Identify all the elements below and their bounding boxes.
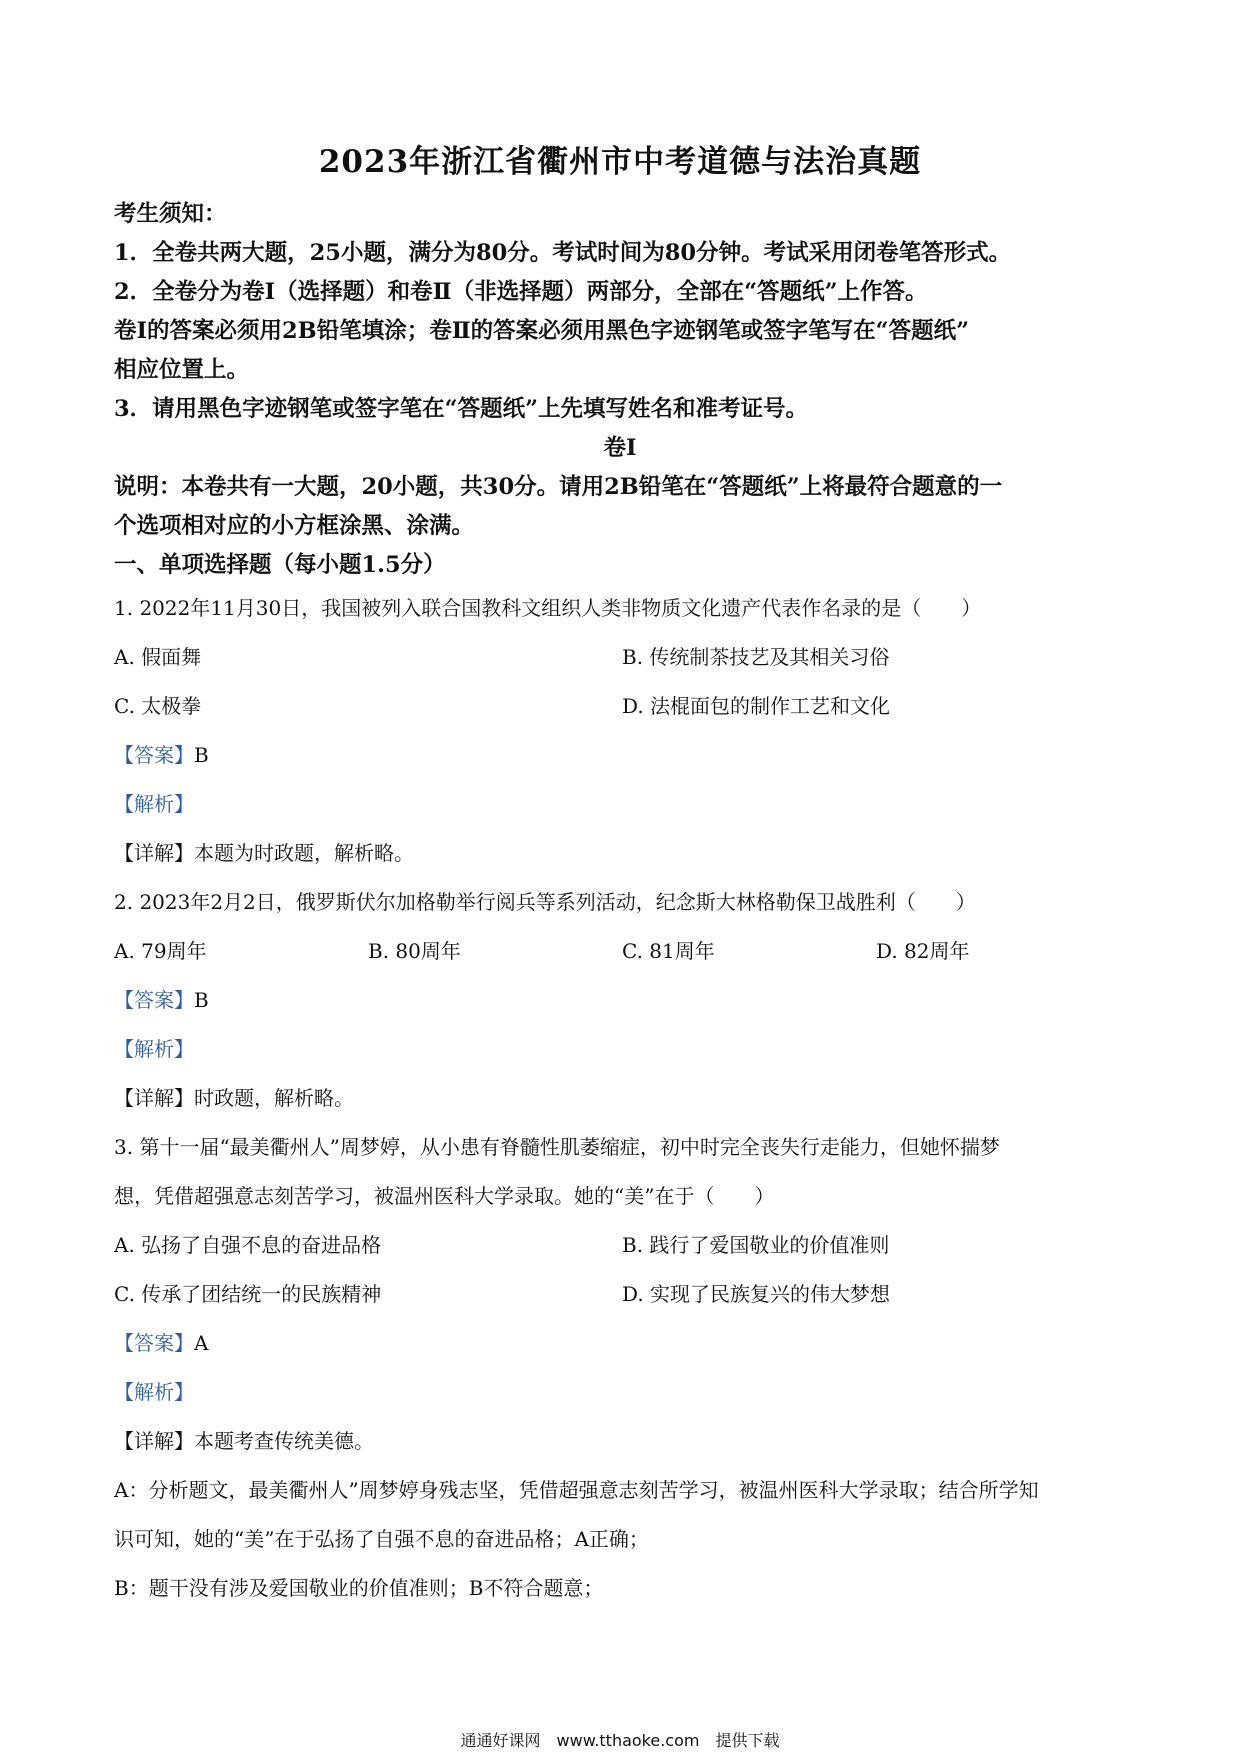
q3-stem-line-2: 想，凭借超强意志刻苦学习，被温州医科大学录取。她的“美”在于（ ） xyxy=(114,1184,775,1208)
q3-option-d: D. 实现了民族复兴的伟大梦想 xyxy=(622,1282,891,1306)
q1-answer xyxy=(114,739,209,768)
q2-option-b: B. 80周年 xyxy=(368,939,461,963)
detail-tag: 【详解】 xyxy=(114,1429,194,1453)
q1-option-d: D. 法棍面包的制作工艺和文化 xyxy=(622,694,891,718)
q1-analysis xyxy=(114,788,194,817)
q1-stem: 1. 2022年11月30日，我国被列入联合国教科文组织人类非物质文化遗产代表作名录的是（ ） xyxy=(114,596,982,620)
analysis-tag: 【解析】 xyxy=(114,1037,194,1061)
q2-answer xyxy=(114,984,209,1013)
q3-explain-a-line-1: A：分析题文，最美衢州人”周梦婷身残志坚，凭借超强意志刻苦学习，被温州医科大学录取；结合所学知 xyxy=(114,1478,1039,1502)
answer-tag: 【答案】 xyxy=(114,988,194,1012)
q3-explain-b: B：题干没有涉及爱国敬业的价值准则；B不符合题意； xyxy=(114,1576,604,1600)
q3-option-c: C. 传承了团结统一的民族精神 xyxy=(114,1282,382,1306)
q3-detail xyxy=(114,1425,374,1454)
q3-answer-value: A xyxy=(194,1331,209,1355)
notice-heading: 考生须知： xyxy=(114,201,227,227)
q2-detail-text: 时政题，解析略。 xyxy=(194,1086,354,1110)
q1-detail-text: 本题为时政题，解析略。 xyxy=(194,841,414,865)
q2-stem: 2. 2023年2月2日，俄罗斯伏尔加格勒举行阅兵等系列活动，纪念斯大林格勒保卫战胜利（ ） xyxy=(114,890,976,914)
answer-tag: 【答案】 xyxy=(114,743,194,767)
page-title: 2023年浙江省衢州市中考道德与法治真题 xyxy=(318,144,922,180)
q3-explain-a-line-2: 识可知，她的“美”在于弘扬了自强不息的奋进品格；A正确； xyxy=(114,1527,649,1551)
detail-tag: 【详解】 xyxy=(114,1086,194,1110)
analysis-tag: 【解析】 xyxy=(114,792,194,816)
q3-analysis xyxy=(114,1376,194,1405)
q2-option-c: C. 81周年 xyxy=(622,939,715,963)
q1-option-b: B. 传统制茶技艺及其相关习俗 xyxy=(622,645,890,669)
instruction-line-1: 说明：本卷共有一大题，20小题，共30分。请用2B铅笔在“答题纸”上将最符合题意的一 xyxy=(114,474,1003,500)
answer-tag: 【答案】 xyxy=(114,1331,194,1355)
q2-answer-value: B xyxy=(194,988,209,1012)
analysis-tag: 【解析】 xyxy=(114,1380,194,1404)
notice-item-2b-line1: 卷Ⅰ的答案必须用2B铅笔填涂；卷Ⅱ的答案必须用黑色字迹钢笔或签字笔写在“答题纸” xyxy=(114,318,970,344)
notice-item-2b-line2: 相应位置上。 xyxy=(114,357,250,383)
q3-answer xyxy=(114,1327,208,1356)
q2-analysis xyxy=(114,1033,194,1062)
detail-tag: 【详解】 xyxy=(114,841,194,865)
q1-option-c: C. 太极拳 xyxy=(114,694,202,718)
notice-item-1: 1．全卷共两大题，25小题，满分为80分。考试时间为80分钟。考试采用闭卷笔答形式。 xyxy=(114,240,1012,266)
page-footer: 通通好课网 www.tthaoke.com 提供下载 xyxy=(460,1731,780,1750)
instruction-line-2: 个选项相对应的小方框涂黑、涂满。 xyxy=(114,513,475,539)
q3-stem-line-1: 3. 第十一届“最美衢州人”周梦婷，从小患有脊髓性肌萎缩症，初中时完全丧失行走能力，但她怀揣梦 xyxy=(114,1135,1000,1159)
q1-detail xyxy=(114,837,414,866)
notice-item-2: 2．全卷分为卷Ⅰ（选择题）和卷Ⅱ（非选择题）两部分，全部在“答题纸”上作答。 xyxy=(114,279,928,305)
q3-option-a: A. 弘扬了自强不息的奋进品格 xyxy=(114,1233,382,1257)
q1-answer-value: B xyxy=(194,743,209,767)
section-title: 卷Ⅰ xyxy=(603,435,637,461)
q2-option-d: D. 82周年 xyxy=(876,939,970,963)
q1-option-a: A. 假面舞 xyxy=(114,645,202,669)
q3-option-b: B. 践行了爱国敬业的价值准则 xyxy=(622,1233,890,1257)
part-heading: 一、单项选择题（每小题1.5分） xyxy=(114,552,446,578)
q2-detail xyxy=(114,1082,354,1111)
q2-option-a: A. 79周年 xyxy=(114,939,207,963)
notice-item-3: 3．请用黑色字迹钢笔或签字笔在“答题纸”上先填写姓名和准考证号。 xyxy=(114,396,809,422)
q3-detail-text: 本题考查传统美德。 xyxy=(194,1429,374,1453)
